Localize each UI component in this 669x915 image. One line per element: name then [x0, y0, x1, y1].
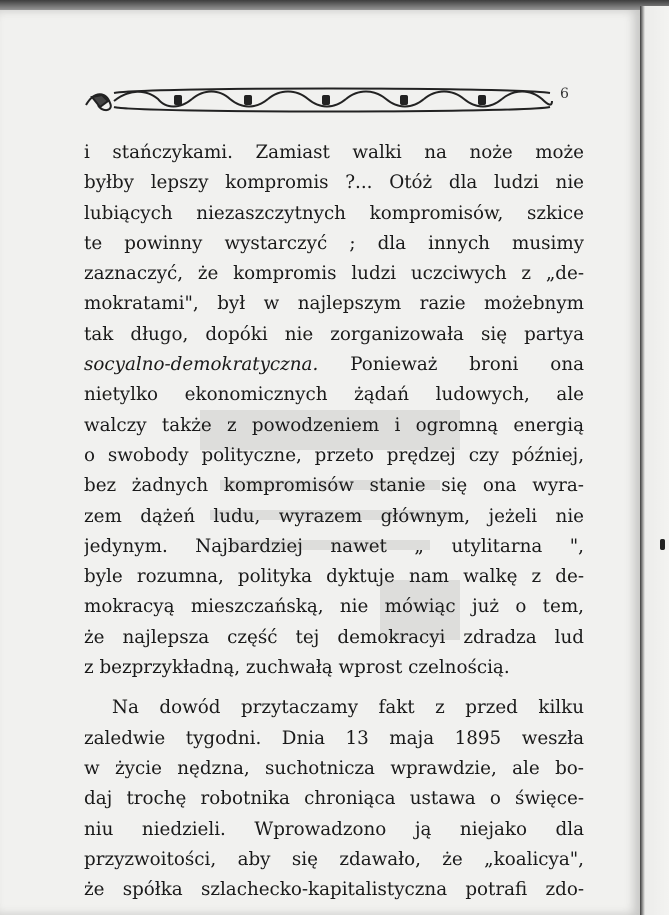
- text-line-with-italic: [84, 350, 584, 380]
- text-line: i stańczykami. Zamiast walki na noże może: [84, 142, 584, 163]
- text-line: zem dążeń ludu, wyrazem głównym, jeżeli nie: [84, 505, 584, 527]
- text-line: w życie nędzna, suchotnicza wprawdzie, ale bo-: [84, 757, 584, 779]
- text-line: lubiących niezaszczytnych kompromisów, szkice: [84, 202, 584, 224]
- text-line: niu niedzieli. Wprowadzono ją niejako dla: [84, 818, 584, 840]
- text-line: byle rozumna, polityka dyktuje nam walkę z de-: [84, 566, 584, 588]
- text-line: bez żadnych kompromisów stanie się ona wyra-: [84, 475, 584, 497]
- text-line: te powinny wystarczyć ; dla innych musimy: [84, 232, 584, 254]
- text-line: daj trochę robotnika chroniąca ustawa o święce-: [84, 788, 584, 810]
- text-line: że spółka szlachecko-kapitalistyczna potrafi zdo-: [84, 879, 584, 901]
- text-line: mokracyą mieszczańską, nie mówiąc już o tem,: [84, 596, 584, 618]
- decorative-ribbon-border-icon: [84, 85, 554, 115]
- text-line: zaledwie tygodni. Dnia 13 maja 1895 weszła: [84, 727, 584, 749]
- edge-mark: [660, 539, 665, 550]
- text-line: że najlepsza część tej demokracyi zdradza lud: [84, 626, 584, 648]
- text-line: zaznaczyć, że kompromis ludzi uczciwych z „de-: [84, 263, 584, 285]
- page-number: 6: [560, 86, 569, 102]
- next-page-edge: [640, 6, 669, 915]
- line-continuation: Ponieważ broni ona: [318, 354, 584, 376]
- text-line: mokratami", był w najlepszym razie możebnym: [84, 293, 584, 315]
- book-page: [0, 10, 640, 915]
- text-line: jedynym. Najbardziej nawet „ utylitarna ",: [84, 535, 584, 557]
- text-line: przyzwoitości, aby się zdawało, że „koalicya",: [84, 848, 584, 870]
- paragraph-gap: [84, 683, 584, 693]
- text-line: tak długo, dopóki nie zorganizowała się partya: [84, 323, 584, 345]
- italic-term: socyalno-demokratyczna.: [84, 354, 319, 376]
- text-line: walczy także z powodzeniem i ogromną energią: [84, 414, 584, 436]
- text-line: o swobody polityczne, przeto prędzej czy później,: [84, 444, 584, 466]
- text-line: Na dowód przytaczamy fakt z przed kilku: [112, 697, 584, 719]
- text-line: nietylko ekonomicznych żądań ludowych, ale: [84, 384, 584, 406]
- paragraph-2: [84, 693, 584, 905]
- text-line: z bezprzykładną, zuchwałą wprost czelnością.: [84, 657, 510, 679]
- body-text: [84, 138, 584, 905]
- text-line: byłby lepszy kompromis ?... Otóż dla ludzi nie: [84, 172, 584, 194]
- paragraph-1: [84, 138, 584, 683]
